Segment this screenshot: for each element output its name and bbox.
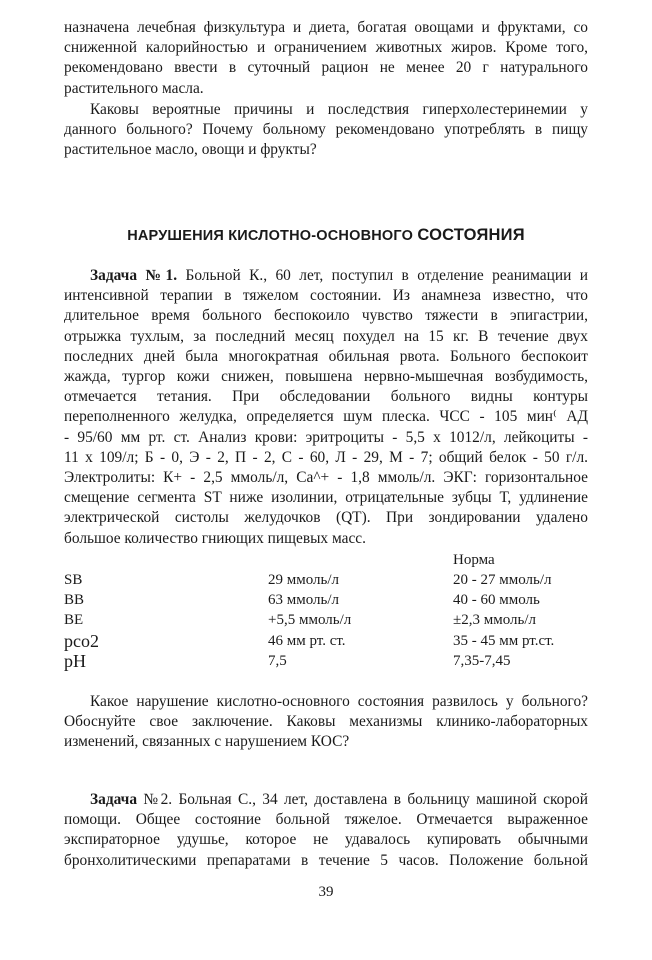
table-row (64, 651, 604, 671)
table-row (64, 631, 604, 651)
text-line: интенсивной терапии в тяжелом состоянии. Из анамнеза известно, что (64, 287, 588, 305)
task-1-first-line: Больной К., 60 лет, поступил в отделение реанимации и (177, 267, 588, 284)
param-norm: 35 - 45 мм рт.ст. (453, 633, 555, 649)
text-line: изменений, связанных с нарушением КОС? (64, 733, 350, 751)
param-value: 7,5 (268, 653, 287, 669)
param-name: BE (64, 612, 84, 628)
text-line: бронхолитическими препаратами в течение 5 часов. Положение больной (64, 851, 588, 869)
text-line: растительное масло, овощи и фрукты? (64, 141, 317, 159)
text-line: электрической систолы желудочков (QT). При зондировании удалено (64, 509, 588, 527)
param-name: pH (64, 651, 86, 671)
text-line: - 95/60 мм рт. ст. Анализ крови: эритроциты - 5,5 x 1012/л, лейкоциты - (64, 428, 588, 446)
text-line: отмечается тетания. При обследовании больного видны контуры (64, 388, 588, 406)
text-line: экспираторное удушье, которое не удавалось купировать обычными (64, 831, 588, 849)
param-value: 29 ммоль/л (268, 572, 340, 588)
table-header-row (64, 552, 604, 572)
param-value: +5,5 ммоль/л (268, 612, 352, 628)
task-1-label: Задача №1. (90, 267, 178, 284)
text-line: 11 x 109/л; Б - 0, Э - 2, П - 2, С - 60, Л - 29, М - 7; общий белок - 50 г/л. (64, 448, 588, 466)
text-line: Каковы вероятные причины и последствия гиперхолестеринемии у (90, 101, 588, 118)
text-line: отрыжка тухлым, за последний месяц похудел на 15 кг. В течение двух (64, 327, 588, 345)
task-2-label: Задача (90, 791, 138, 808)
text-line: сниженной калорийностью и ограничением животных жиров. Кроме того, (64, 39, 588, 57)
param-name: pco2 (64, 631, 99, 651)
section-heading-text: НАРУШЕНИЯ КИСЛОТНО-ОСНОВНОГО (127, 228, 414, 244)
table-row (64, 612, 604, 632)
param-norm: 7,35-7,45 (453, 653, 511, 669)
text-line: последних дней была многократная обильная рвота. Больного беспокоит (64, 347, 588, 365)
task-2-first-line: №2. Больная С., 34 лет, доставлена в больницу машиной скорой (137, 791, 588, 808)
text-line: назначена лечебная физкультура и диета, богатая овощами и фруктами, со (64, 19, 588, 36)
text-line: Электролиты: К+ - 2,5 ммоль/л, Са^+ - 1,8 ммоль/л. ЭКГ: горизонтальное (64, 469, 588, 487)
text-line: данного больного? Почему больному рекомендовано употреблять в пищу (64, 121, 588, 139)
text-line: Обоснуйте свое заключение. Каковы механизмы клинико-лабораторных (64, 713, 588, 731)
text-line: большое количество гниющих пищевых масс. (64, 529, 366, 547)
section-heading (0, 226, 652, 245)
text-line: длительное время больного беспокоило чувство тяжести в эпигастрии, (64, 307, 588, 325)
text-line (64, 266, 588, 286)
param-norm: 40 - 60 ммоль (453, 592, 540, 608)
text-line (64, 790, 588, 810)
paragraph-questions-1 (64, 100, 588, 161)
text-line: рекомендовано ввести в суточный рацион не менее 20 г натурального (64, 59, 588, 77)
text-line: жажда, тургор кожи снижен, повышена нервно-мышечная возбудимость, (64, 368, 588, 386)
page-number: 39 (318, 884, 334, 900)
text-line: смещение сегмента ST ниже изолинии, отрицательные зубцы Т, удлинение (64, 489, 588, 507)
norm-header: Норма (453, 552, 495, 568)
text-line: Какое нарушение кислотно-основного состояния развилось у больного? (90, 693, 588, 710)
table-row (64, 592, 604, 612)
text-line: растительного масла. (64, 79, 204, 97)
section-heading-word: СОСТОЯНИЯ (417, 226, 525, 244)
param-value: 46 мм рт. ст. (268, 633, 346, 649)
param-name: ВВ (64, 592, 85, 608)
paragraph-diet (64, 18, 588, 99)
param-value: 63 ммоль/л (268, 592, 340, 608)
paragraph-questions-2 (64, 692, 588, 753)
table-row (64, 572, 604, 592)
task-1 (64, 266, 588, 549)
param-norm: ±2,3 ммоль/л (453, 612, 536, 628)
param-name: SB (64, 572, 83, 588)
text-line: переполненного желудка, определяется шум плеска. ЧСС - 105 мин⁽ АД (64, 408, 588, 426)
task-2 (64, 790, 588, 871)
text-line: помощи. Общее состояние больной тяжелое. Отмечается выраженное (64, 811, 588, 829)
param-norm: 20 - 27 ммоль/л (453, 572, 552, 588)
